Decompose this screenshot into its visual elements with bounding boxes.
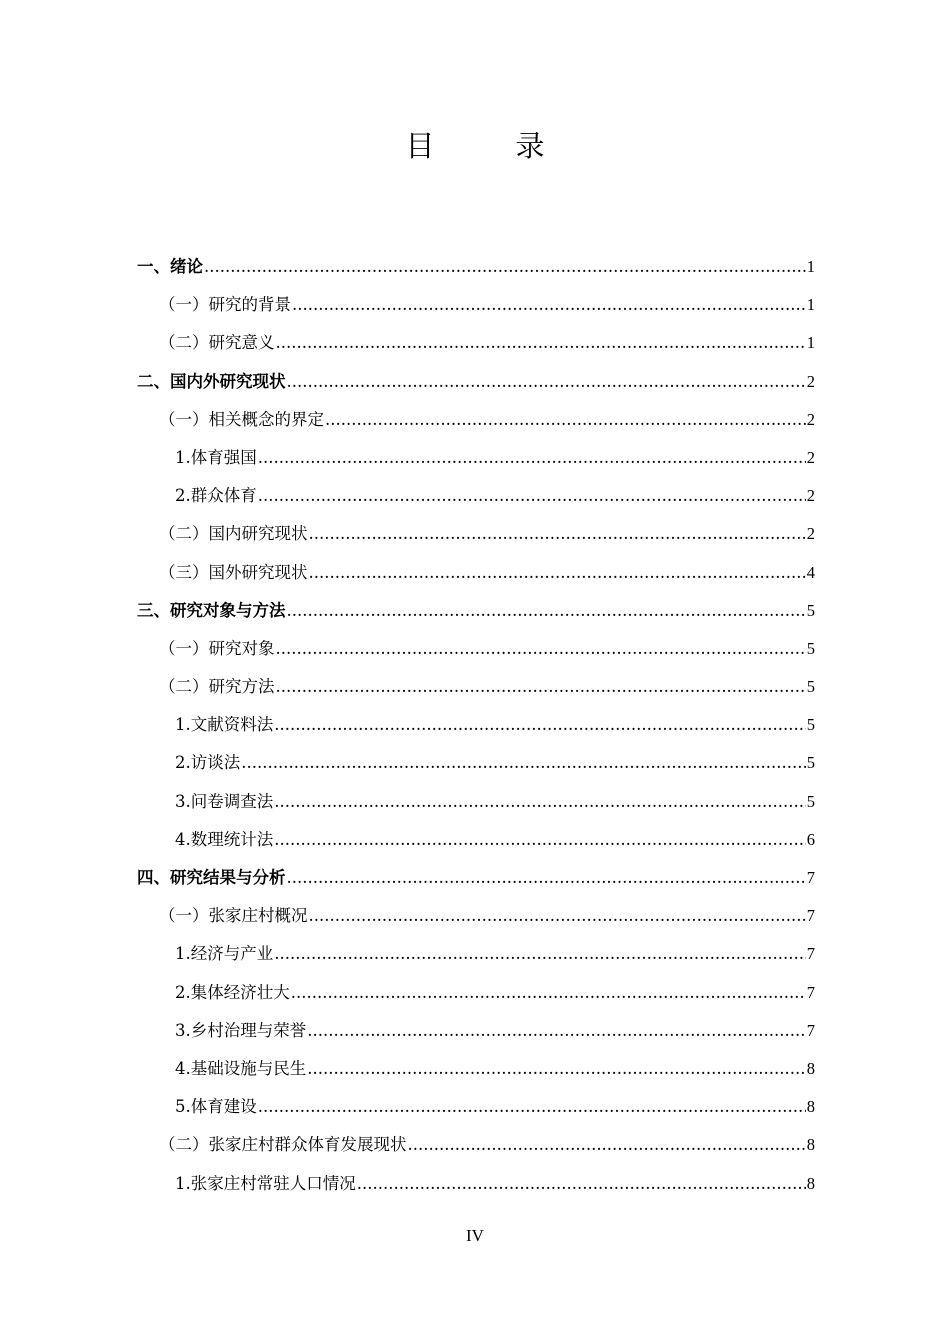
toc-entry-page: 1 <box>806 333 815 353</box>
toc-dot-leader <box>276 668 806 706</box>
toc-entry-page: 5 <box>806 600 815 620</box>
toc-entry[interactable] <box>137 1126 815 1164</box>
page-title: 目 录 <box>405 129 571 163</box>
toc-entry-page: 7 <box>806 982 815 1002</box>
toc-entry[interactable] <box>137 1050 815 1088</box>
toc-entry[interactable] <box>137 324 815 362</box>
toc-dot-leader <box>287 859 806 897</box>
toc-dot-leader <box>241 744 806 782</box>
toc-entry-title: （一）研究对象 <box>159 638 275 658</box>
toc-dot-leader <box>258 439 806 477</box>
toc-entry-page: 5 <box>806 677 815 697</box>
toc-entry-title: （一）张家庄村概况 <box>159 906 308 926</box>
toc-entry[interactable] <box>137 477 815 515</box>
toc-entry-title: 1.经济与产业 <box>175 944 274 964</box>
toc-entry-title: 3.乡村治理与荣誉 <box>175 1020 307 1040</box>
toc-entry-page: 8 <box>806 1058 815 1078</box>
toc-dot-leader <box>309 515 806 553</box>
toc-entry[interactable] <box>137 1088 815 1126</box>
toc-entry-page: 1 <box>806 257 815 276</box>
toc-entry-page: 7 <box>806 944 815 964</box>
toc-entry-page: 2 <box>806 524 815 544</box>
toc-entry[interactable] <box>137 668 815 706</box>
toc-entry-page: 5 <box>806 791 815 811</box>
toc-entry[interactable] <box>137 1165 815 1203</box>
toc-entry[interactable] <box>137 401 815 439</box>
toc-entry-page: 7 <box>806 906 815 926</box>
toc-entry[interactable] <box>137 706 815 744</box>
toc-dot-leader <box>357 1165 806 1203</box>
toc-entry[interactable] <box>137 248 815 286</box>
toc-entry-title: 1.张家庄村常驻人口情况 <box>175 1173 356 1193</box>
toc-entry[interactable] <box>137 630 815 668</box>
toc-entry[interactable] <box>137 286 815 324</box>
toc-dot-leader <box>291 974 806 1012</box>
toc-entry-page: 5 <box>806 715 815 735</box>
toc-entry-title: 三、研究对象与方法 <box>137 600 286 620</box>
toc-entry[interactable] <box>137 363 815 401</box>
table-of-contents <box>137 248 815 1203</box>
toc-entry-title: （二）国内研究现状 <box>159 524 308 544</box>
toc-entry-page: 2 <box>806 371 815 391</box>
toc-entry-title: 3.问卷调查法 <box>175 791 274 811</box>
toc-dot-leader <box>287 363 806 401</box>
toc-dot-leader <box>325 401 806 439</box>
toc-entry[interactable] <box>137 897 815 935</box>
toc-entry-page: 2 <box>806 409 815 429</box>
toc-dot-leader <box>307 1012 806 1050</box>
footer-page-number: IV <box>466 1226 484 1245</box>
toc-entry[interactable] <box>137 554 815 592</box>
toc-dot-leader <box>274 935 806 973</box>
toc-dot-leader <box>309 554 806 592</box>
toc-entry-page: 7 <box>806 1020 815 1040</box>
toc-entry[interactable] <box>137 859 815 897</box>
toc-entry-page: 2 <box>806 486 815 506</box>
toc-dot-leader <box>292 286 806 324</box>
toc-entry-page: 7 <box>806 868 815 887</box>
toc-entry-title: （二）研究方法 <box>159 677 275 697</box>
toc-entry-title: 2.访谈法 <box>175 753 241 773</box>
toc-entry[interactable] <box>137 744 815 782</box>
toc-entry-title: 1.体育强国 <box>175 447 257 467</box>
toc-dot-leader <box>276 630 806 668</box>
toc-entry[interactable] <box>137 821 815 859</box>
toc-entry-title: （二）研究意义 <box>159 333 275 353</box>
toc-entry[interactable] <box>137 515 815 553</box>
toc-dot-leader <box>274 821 806 859</box>
toc-entry[interactable] <box>137 935 815 973</box>
toc-dot-leader <box>258 1088 806 1126</box>
toc-entry-title: 一、绪论 <box>137 257 203 276</box>
toc-dot-leader <box>287 592 806 630</box>
toc-entry-page: 2 <box>806 447 815 467</box>
toc-dot-leader <box>309 897 806 935</box>
toc-entry-title: 2.集体经济壮大 <box>175 982 290 1002</box>
toc-entry-title: 1.文献资料法 <box>175 715 274 735</box>
toc-entry-page: 6 <box>806 829 815 849</box>
toc-dot-leader <box>408 1126 806 1164</box>
toc-entry-page: 4 <box>806 562 815 582</box>
toc-entry[interactable] <box>137 783 815 821</box>
toc-entry-title: 二、国内外研究现状 <box>137 371 286 391</box>
toc-dot-leader <box>274 783 806 821</box>
toc-entry[interactable] <box>137 439 815 477</box>
toc-entry-page: 5 <box>806 753 815 773</box>
toc-dot-leader <box>258 477 806 515</box>
toc-entry-page: 5 <box>806 638 815 658</box>
toc-dot-leader <box>276 324 806 362</box>
toc-entry[interactable] <box>137 592 815 630</box>
toc-dot-leader <box>307 1050 806 1088</box>
toc-entry-title: 5.体育建设 <box>175 1097 257 1117</box>
toc-entry-title: （三）国外研究现状 <box>159 562 308 582</box>
toc-entry[interactable] <box>137 1012 815 1050</box>
toc-entry-page: 8 <box>806 1173 815 1193</box>
toc-entry-page: 8 <box>806 1097 815 1117</box>
toc-entry-title: （一）相关概念的界定 <box>159 409 324 429</box>
toc-dot-leader <box>204 248 806 286</box>
toc-entry-title: 2.群众体育 <box>175 486 257 506</box>
toc-entry-title: （一）研究的背景 <box>159 295 291 315</box>
toc-entry-title: （二）张家庄村群众体育发展现状 <box>159 1135 407 1155</box>
toc-entry-page: 8 <box>806 1135 815 1155</box>
toc-entry-title: 4.基础设施与民生 <box>175 1058 307 1078</box>
toc-dot-leader <box>274 706 806 744</box>
toc-entry-page: 1 <box>806 295 815 315</box>
toc-entry[interactable] <box>137 974 815 1012</box>
toc-entry-title: 四、研究结果与分析 <box>137 868 286 887</box>
toc-entry-title: 4.数理统计法 <box>175 829 274 849</box>
